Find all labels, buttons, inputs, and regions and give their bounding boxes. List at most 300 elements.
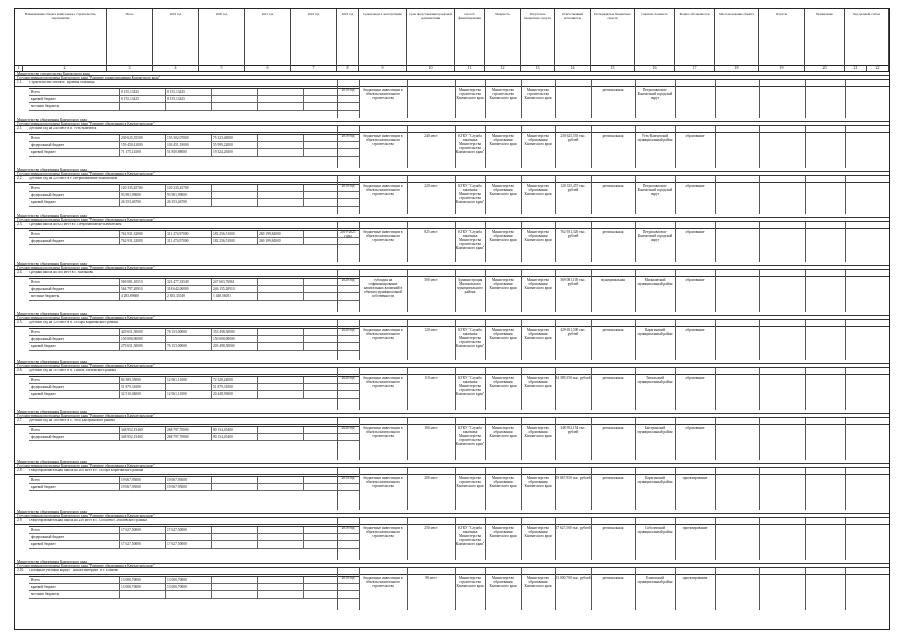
program-band: Государственная программа Камчатского края "Развитие здравоохранения Камчатского края"	[15, 76, 889, 80]
header-cell: Получатель бюджетных средств	[521, 9, 555, 65]
amount-cell: 19 067,95000	[121, 478, 141, 482]
column-gridline	[591, 568, 592, 610]
financing-table	[29, 328, 359, 351]
column-gridline	[485, 368, 486, 410]
object-title: Общеобразовательная школа на 200 мест в с. Оссора Карагинского района	[29, 469, 144, 472]
attribute-otr: образование	[685, 134, 705, 138]
column-gridline	[635, 126, 636, 168]
source-label: федеральный бюджет	[31, 239, 65, 244]
source-label: краевой бюджет	[31, 585, 56, 590]
column-number: 17	[675, 65, 715, 71]
column-gridline	[759, 368, 760, 410]
financing-row	[29, 591, 359, 598]
attribute-term: 2019 год	[341, 184, 355, 188]
header-cell: 2020 год	[199, 9, 245, 65]
column-gridline	[407, 80, 408, 118]
column-gridline	[359, 418, 360, 460]
amount-cell: 311 474,97000	[167, 239, 189, 244]
column-gridline	[591, 418, 592, 460]
ministry-band: Министерство образования Камчатского края	[15, 460, 889, 464]
column-gridline	[455, 126, 456, 168]
table-gridline	[211, 231, 212, 245]
attribute-otr: образование	[685, 184, 705, 188]
column-gridline	[845, 320, 846, 360]
attribute-resp: Министерство образования Камчатского края	[489, 134, 517, 146]
column-gridline	[805, 270, 806, 312]
program-section	[15, 72, 889, 118]
column-gridline	[805, 126, 806, 168]
financing-table	[29, 426, 359, 441]
attribute-form: региональная	[602, 476, 624, 480]
column-gridline	[485, 468, 486, 510]
program-section	[15, 510, 889, 560]
column-gridline	[715, 176, 716, 214]
attribute-cost: 348 952,154 тыс. рублей	[560, 426, 586, 434]
financing-row	[29, 577, 359, 584]
object-number: 2.2.	[17, 176, 23, 180]
column-number: 1	[15, 65, 23, 71]
column-gridline	[555, 80, 556, 118]
financing-table	[29, 184, 359, 207]
attribute-resp: Министерство образования Камчатского края	[524, 376, 552, 388]
source-label: федеральный бюджет	[31, 435, 65, 440]
attribute-cost: 230 625,555 тыс. рублей	[560, 134, 586, 142]
column-number: 3	[107, 65, 153, 71]
attribute-resp: Министерство образования Камчатского края	[524, 230, 552, 242]
column-gridline	[805, 518, 806, 560]
column-number: 11	[455, 65, 485, 71]
column-gridline	[845, 518, 846, 560]
table-gridline	[119, 89, 120, 111]
column-gridline	[485, 126, 486, 168]
amount-cell: 93 981,99000	[167, 193, 187, 198]
object-number: 2.9.	[17, 518, 23, 522]
amount-cell: 55 999,22000	[213, 143, 233, 148]
column-gridline	[805, 568, 806, 610]
table-gridline	[165, 577, 166, 599]
attribute-term: 2020 год	[341, 328, 355, 332]
financing-table	[29, 230, 359, 245]
table-gridline	[165, 231, 166, 245]
attribute-rec: Министерство строительства Камчатского края	[456, 476, 484, 488]
table-gridline	[211, 135, 212, 157]
table-gridline	[165, 477, 166, 491]
attribute-rec: КГКУ "Служба заказчика Министерства строительства Камчатского края"	[455, 184, 485, 204]
column-gridline	[759, 80, 760, 118]
attribute-otr: образование	[685, 426, 705, 430]
attribute-method: бюджетные инвестиции в объекты капитального строительства	[363, 134, 403, 146]
financing-row	[29, 484, 359, 491]
program-section	[15, 168, 889, 214]
table-gridline	[165, 135, 166, 157]
financing-row	[29, 192, 359, 199]
financing-row	[29, 142, 359, 149]
object-title-row	[15, 368, 889, 375]
table-gridline	[303, 89, 304, 111]
attribute-otr: образование	[685, 328, 705, 332]
attribute-cost: 17 627,500 тыс. рублей	[555, 526, 591, 530]
column-gridline	[521, 418, 522, 460]
column-gridline	[675, 518, 676, 560]
column-gridline	[337, 320, 338, 360]
table-gridline	[257, 427, 258, 441]
header-cell: Сметная стоимость	[635, 9, 675, 65]
amount-cell: 762 931,32000	[121, 239, 143, 244]
source-label: Всего	[31, 330, 40, 334]
column-gridline	[521, 126, 522, 168]
source-label: федеральный бюджет	[31, 535, 65, 540]
attribute-term: 2019 год	[341, 476, 355, 480]
column-gridline	[521, 568, 522, 610]
amount-cell: 80 154,45400	[213, 428, 233, 432]
table-header	[15, 9, 889, 66]
amount-cell: 182 256,51000	[213, 232, 235, 236]
attribute-power: 500 мест	[424, 278, 438, 282]
attribute-place: Быстринский муниципальный район	[637, 426, 673, 434]
column-gridline	[591, 468, 592, 510]
attribute-method: бюджетные инвестиции в объекты капитального строительства	[363, 426, 403, 438]
header-cell: Отрасль	[759, 9, 805, 65]
column-gridline	[485, 270, 486, 312]
amount-cell: 13 000,70000	[167, 585, 187, 590]
column-gridline	[759, 568, 760, 610]
column-gridline	[635, 518, 636, 560]
object-title-row	[15, 468, 889, 475]
financing-row	[29, 238, 359, 245]
object-title: Детский сад на 220 мест в г. Петропавловске-Камчатском	[29, 177, 118, 180]
financing-table	[29, 88, 359, 111]
table-gridline	[257, 577, 258, 599]
program-band: Государственная программа Камчатского края "Развитие образования в Камчатском крае"	[15, 464, 889, 468]
attribute-place: Петропавловск-Камчатский городской округ	[637, 184, 673, 196]
table-gridline	[303, 477, 304, 491]
column-number-row	[15, 65, 889, 72]
column-gridline	[455, 222, 456, 262]
amount-cell: 76 153,00000	[167, 330, 187, 334]
table-gridline	[303, 231, 304, 245]
table-gridline	[257, 477, 258, 491]
financing-row	[29, 336, 359, 343]
amount-cell: 155 302,07000	[167, 136, 189, 140]
attribute-rec: КГКУ "Служба заказчика Министерства строительства Камчатского края"	[455, 134, 485, 154]
attribute-method: бюджетные инвестиции в объекты капитального строительства	[363, 328, 403, 340]
column-gridline	[337, 518, 338, 560]
header-cell: Наименование объекта капитального строительства, мероприятия	[15, 9, 107, 65]
column-gridline	[337, 468, 338, 510]
column-gridline	[337, 126, 338, 168]
table-gridline	[257, 89, 258, 111]
ministry-band: Министерство образования Камчатского края	[15, 560, 889, 564]
program-section	[15, 214, 889, 262]
column-gridline	[555, 418, 556, 460]
financing-row	[29, 534, 359, 541]
attribute-resp: Министерство строительства Камчатского края	[489, 88, 517, 100]
table-gridline	[303, 427, 304, 441]
column-gridline	[591, 222, 592, 262]
attribute-term: 2019 год	[341, 576, 355, 580]
header-cell: Сроки ввода в эксплуатацию	[359, 9, 407, 65]
column-gridline	[675, 368, 676, 410]
financing-row	[29, 286, 359, 293]
column-gridline	[485, 418, 486, 460]
amount-cell: 2 835,33549	[167, 294, 185, 299]
financing-row	[29, 329, 359, 336]
column-gridline	[759, 518, 760, 560]
attribute-resp: Министерство образования Камчатского края	[489, 526, 517, 538]
amount-cell: 182 256,51000	[213, 239, 235, 244]
column-number: 16	[635, 65, 675, 71]
column-gridline	[359, 222, 360, 262]
table-gridline	[211, 427, 212, 441]
attribute-power: 825 мест	[424, 230, 438, 234]
attribute-rec: КГКУ "Служба заказчика Министерства строительства Камчатского края"	[455, 426, 485, 446]
amount-cell: 564 797,20910	[121, 287, 143, 292]
column-gridline	[715, 468, 716, 510]
column-gridline	[521, 368, 522, 410]
amount-cell: 762 931,32000	[121, 232, 143, 236]
object-title-row	[15, 176, 889, 183]
column-gridline	[337, 222, 338, 262]
table-gridline	[211, 377, 212, 399]
column-gridline	[337, 568, 338, 610]
column-gridline	[759, 270, 760, 312]
column-gridline	[359, 320, 360, 360]
table-gridline	[257, 135, 258, 157]
source-label: краевой бюджет	[31, 542, 56, 547]
column-gridline	[805, 320, 806, 360]
table-gridline	[303, 279, 304, 301]
attribute-resp: Министерство образования Камчатского края	[489, 576, 517, 588]
attribute-method: субсидия на софинансирование капитальных вложений в объекты муниципальной собственности	[363, 278, 403, 298]
table-gridline	[119, 527, 120, 549]
column-gridline	[555, 320, 556, 360]
amount-cell: 19 067,95000	[167, 485, 187, 490]
amount-cell: 13 000,70000	[167, 578, 187, 582]
column-gridline	[521, 80, 522, 118]
source-label: Всего	[31, 428, 40, 432]
object-number: 2.5.	[17, 320, 23, 324]
column-gridline	[759, 320, 760, 360]
column-gridline	[455, 80, 456, 118]
column-gridline	[805, 222, 806, 262]
header-cell: Форма собственности	[675, 9, 715, 65]
financing-row	[29, 377, 359, 384]
attribute-place: Петропавловск-Камчатский городской округ	[637, 230, 673, 242]
table-gridline	[211, 477, 212, 491]
column-gridline	[455, 568, 456, 610]
table-gridline	[165, 89, 166, 111]
column-gridline	[675, 270, 676, 312]
attribute-method: бюджетные инвестиции в объекты капитального строительства	[363, 526, 403, 538]
attribute-otr: проектирование	[682, 526, 708, 530]
column-number: 2	[23, 65, 107, 71]
ministry-band: Министерство образования Камчатского края	[15, 214, 889, 218]
header-cell: Распорядитель бюджетных средств	[591, 9, 635, 65]
amount-cell: 4 283,89600	[121, 294, 139, 299]
financing-row	[29, 527, 359, 534]
attribute-power: 200 мест	[424, 476, 438, 480]
source-label: местные бюджеты	[31, 104, 60, 109]
column-gridline	[359, 80, 360, 118]
column-gridline	[635, 270, 636, 312]
table-gridline	[211, 279, 212, 301]
header-cell: 2023 год	[337, 9, 359, 65]
program-band: Государственная программа Камчатского края "Развитие образования в Камчатском крае"	[15, 122, 889, 126]
attribute-rec: КГКУ "Служба заказчика Министерства строительства Камчатского края"	[455, 230, 485, 250]
amount-cell: 76 153,00000	[167, 344, 187, 349]
column-gridline	[455, 176, 456, 214]
column-gridline	[845, 568, 846, 610]
column-gridline	[675, 468, 676, 510]
financing-row	[29, 391, 359, 398]
attribute-cost: 84 389,350 тыс. рублей	[555, 376, 591, 380]
program-band: Государственная программа Камчатского края "Развитие образования в Камчатском крае"	[15, 218, 889, 222]
amount-cell: 17 627,50000	[167, 542, 187, 547]
column-gridline	[407, 568, 408, 610]
object-title: Спальный учебный корпус "Школа-интернат" в г. Елизово	[29, 569, 119, 572]
column-gridline	[359, 270, 360, 312]
table-gridline	[211, 185, 212, 207]
table-gridline	[119, 377, 120, 399]
column-gridline	[485, 176, 486, 214]
object-title-row	[15, 418, 889, 425]
program-section	[15, 360, 889, 410]
financing-table	[29, 376, 359, 399]
object-title-row	[15, 568, 889, 575]
attribute-term: 2020 год	[341, 376, 355, 380]
amount-cell: 311 474,97000	[167, 232, 189, 236]
column-gridline	[845, 222, 846, 262]
amount-cell: 8 155,13425	[167, 90, 185, 94]
program-section	[15, 312, 889, 360]
source-label: краевой бюджет	[31, 200, 56, 205]
table-gridline	[165, 279, 166, 301]
financing-row	[29, 135, 359, 142]
amount-cell: 348 952,15400	[121, 428, 143, 432]
source-label: местные бюджеты	[31, 592, 60, 597]
table-gridline	[119, 427, 120, 441]
attribute-form: региональная	[602, 576, 624, 580]
column-gridline	[715, 270, 716, 312]
financing-table	[29, 134, 359, 157]
financing-row	[29, 279, 359, 286]
amount-cell: 13 000,70000	[121, 585, 141, 590]
program-band: Государственная программа Камчатского края "Развитие образования в Камчатском крае"	[15, 316, 889, 320]
attribute-form: региональная	[602, 230, 624, 234]
column-gridline	[407, 518, 408, 560]
table-gridline	[303, 185, 304, 207]
column-gridline	[521, 270, 522, 312]
column-gridline	[407, 320, 408, 360]
ministry-band: Министерство образования Камчатского края	[15, 312, 889, 316]
column-gridline	[675, 418, 676, 460]
table-gridline	[303, 527, 304, 549]
column-gridline	[715, 80, 716, 118]
column-gridline	[555, 222, 556, 262]
object-number: 1.1.	[17, 80, 23, 84]
financing-row	[29, 149, 359, 156]
program-band: Государственная программа Камчатского края "Развитие образования в Камчатском крае"	[15, 266, 889, 270]
column-gridline	[359, 368, 360, 410]
attribute-cost: 19 067,950 тыс. рублей	[555, 476, 591, 480]
amount-cell: 93 981,99000	[121, 193, 141, 198]
column-gridline	[485, 320, 486, 360]
column-gridline	[591, 270, 592, 312]
attribute-form: региональная	[602, 526, 624, 530]
column-number: 4	[153, 65, 199, 71]
attribute-resp: Министерство образования Камчатского края	[524, 184, 552, 196]
header-cell: Код целевой статьи	[845, 9, 889, 65]
column-gridline	[805, 368, 806, 410]
source-label: Всего	[31, 528, 40, 532]
amount-cell: 71 175,14500	[121, 150, 141, 155]
amount-cell: 120 335,45700	[167, 186, 189, 190]
attribute-place: Елизовский муниципальный район	[637, 576, 673, 584]
column-gridline	[805, 468, 806, 510]
source-label: федеральный бюджет	[31, 385, 65, 390]
column-gridline	[591, 320, 592, 360]
table-gridline	[257, 231, 258, 245]
attribute-otr: проектирование	[682, 476, 708, 480]
table-gridline	[303, 135, 304, 157]
amount-cell: 247 603,76961	[213, 280, 235, 284]
attribute-resp: Министерство образования Камчатского края	[489, 184, 517, 196]
attribute-power: 160 мест	[424, 426, 438, 430]
attribute-resp: Министерство образования Камчатского края	[524, 576, 552, 588]
column-gridline	[715, 222, 716, 262]
amount-cell: 72 328,24000	[213, 378, 233, 382]
column-gridline	[715, 368, 716, 410]
column-number: 15	[591, 65, 635, 71]
amount-cell: 20 448,93000	[213, 392, 233, 397]
table-gridline	[119, 231, 120, 245]
column-gridline	[359, 468, 360, 510]
ministry-band: Министерство образования Камчатского края	[15, 360, 889, 364]
amount-cell: 230 625,55500	[121, 136, 143, 140]
financing-row	[29, 293, 359, 300]
column-gridline	[337, 418, 338, 460]
column-number: 21	[845, 65, 867, 71]
column-gridline	[759, 222, 760, 262]
amount-cell: 13 000,70000	[121, 578, 141, 582]
column-gridline	[521, 222, 522, 262]
table-gridline	[165, 377, 166, 399]
table-gridline	[119, 477, 120, 491]
column-gridline	[521, 518, 522, 560]
program-section	[15, 460, 889, 510]
column-gridline	[635, 320, 636, 360]
attribute-method: бюджетные инвестиции в объекты капитального строительства	[363, 376, 403, 388]
attribute-cost: 762 931,320 тыс. рублей	[560, 230, 586, 238]
column-gridline	[845, 80, 846, 118]
table-gridline	[211, 89, 212, 111]
table-gridline	[119, 135, 120, 157]
attribute-form: региональная	[602, 328, 624, 332]
header-cell: Мощность	[485, 9, 521, 65]
column-gridline	[715, 126, 716, 168]
column-gridline	[555, 568, 556, 610]
source-label: федеральный бюджет	[31, 143, 65, 148]
column-gridline	[359, 126, 360, 168]
attribute-form: региональная	[602, 184, 624, 188]
amount-cell: 569 081,10510	[121, 280, 143, 284]
header-cell: Итого	[107, 9, 153, 65]
attribute-power: 240 мест	[424, 134, 438, 138]
column-gridline	[359, 518, 360, 560]
attribute-resp: Министерство образования Камчатского края	[489, 476, 517, 488]
object-title: Детский сад на 110 мест в п. Тигиль Тигильского района	[29, 369, 116, 372]
attribute-otr: образование	[685, 278, 705, 282]
